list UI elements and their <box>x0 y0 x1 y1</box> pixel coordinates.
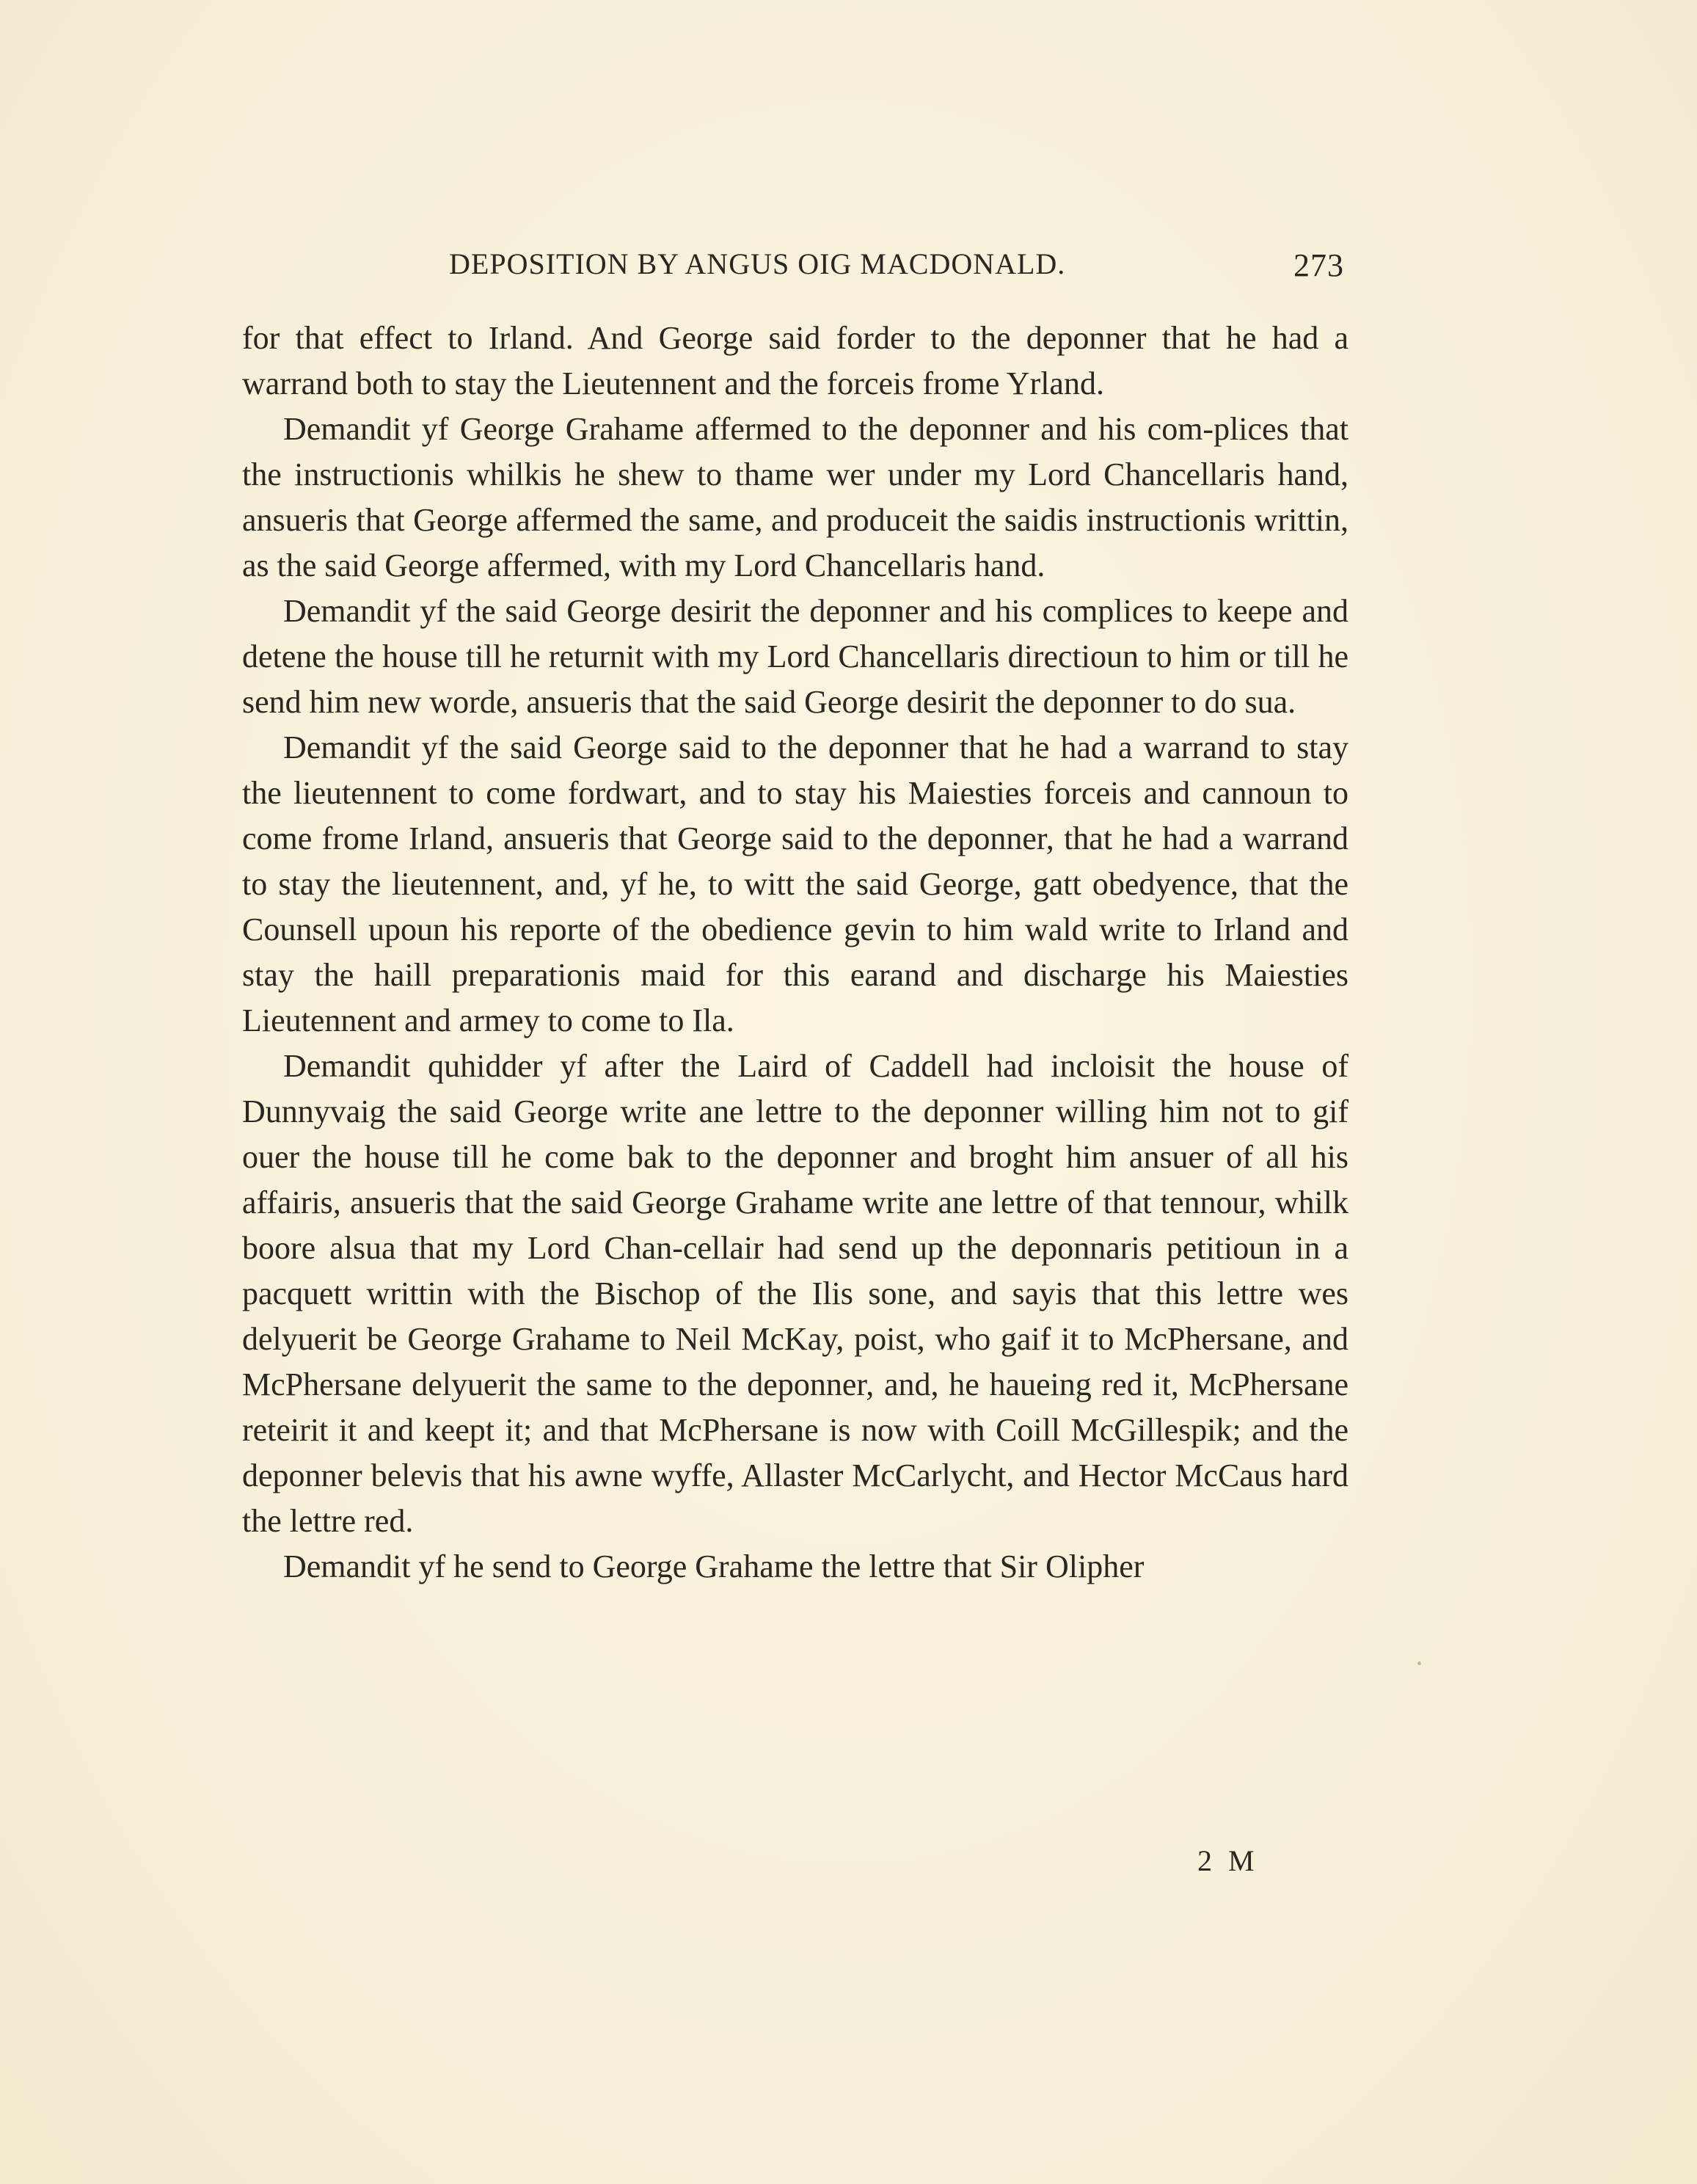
signature-mark: 2 M <box>1197 1844 1259 1877</box>
paragraph: Demandit quhidder yf after the Laird of Caddell had incloisit the house of Dunnyvaig the said George write ane lettre to the deponner willing him not to gif ouer the house till he come bak to the deponner and broght him ansuer of all his affairis, ansueris that the said George Grahame write ane lettre of that tennour, whilk boore alsua that my Lord Chan-cellair had send up the deponnaris petitioun in a pacquett writtin with the Bischop of the Ilis sone, and sayis that this lettre wes delyuerit be George Grahame to Neil McKay, poist, who gaif it to McPhersane, and McPhersane delyuerit the same to the deponner, and, he haueing red it, McPhersane reteirit it and keept it; and that McPhersane is now with Coill McGillespik; and the deponner belevis that his awne wyffe, Allaster McCarlycht, and Hector McCaus hard the lettre red. <box>242 1048 1349 1539</box>
paragraph: Demandit yf the said George said to the deponner that he had a warrand to stay the lieutennent to come fordwart, and to stay his Maiesties forceis and cannoun to come frome Irland, ansueris that George said to the deponner, that he had a warrand to stay the lieutennent, and, yf he, to witt the said George, gatt obedyence, that the Counsell upoun his reporte of the obedience gevin to him wald write to Irland and stay the haill preparationis maid for this earand and discharge his Maiesties Lieutennent and armey to come to Ila. <box>242 729 1349 1038</box>
body-text <box>242 316 1349 1590</box>
running-head <box>449 247 1344 288</box>
paragraph: Demandit yf the said George desirit the deponner and his complices to keepe and detene the house till he returnit with my Lord Chancellaris directioun to him or till he send him new worde, ansueris that the said George desirit the deponner to do sua. <box>242 593 1349 720</box>
running-title: DEPOSITION BY ANGUS OIG MACDONALD. <box>449 247 1066 280</box>
paragraph: Demandit yf George Grahame affermed to the deponner and his com-plices that the instructionis whilkis he shew to thame wer under my Lord Chancellaris hand, ansueris that George affermed the same, and produceit the saidis instructionis writtin, as the said George affermed, with my Lord Chancellaris hand. <box>242 411 1349 583</box>
paragraph: Demandit yf he send to George Grahame the lettre that Sir Olipher <box>283 1548 1145 1584</box>
page-number: 273 <box>1293 247 1344 283</box>
paper-speck <box>1417 1661 1421 1665</box>
paragraph: for that effect to Irland. And George said forder to the deponner that he had a warrand both to stay the Lieutennent and the forceis frome Yrland. <box>242 320 1349 401</box>
